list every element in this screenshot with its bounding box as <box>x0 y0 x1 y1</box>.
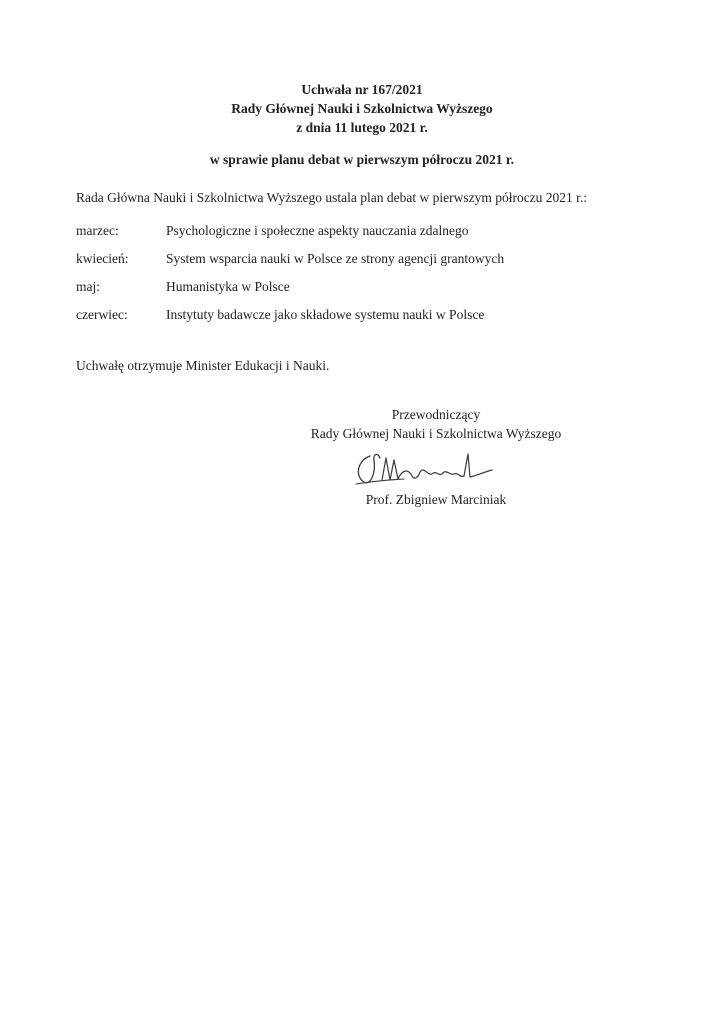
plan-topic: Instytuty badawcze jako składowe systemu nauki w Polsce <box>166 307 485 322</box>
resolution-number: Uchwała nr 167/2021 <box>301 82 423 97</box>
plan-month: maj: <box>76 279 100 294</box>
signatory-role: Przewodniczący <box>391 407 481 422</box>
resolution-issuer: Rady Głównej Nauki i Szkolnictwa Wyższego <box>231 101 493 116</box>
plan-row-march <box>76 223 469 239</box>
signatory-name: Prof. Zbigniew Marciniak <box>365 492 507 507</box>
plan-topic: Humanistyka w Polsce <box>166 279 290 294</box>
resolution-subject: w sprawie planu debat w pierwszym półroczu 2021 r. <box>209 152 515 167</box>
signatory-body: Rady Głównej Nauki i Szkolnictwa Wyższego <box>310 426 562 441</box>
plan-row-june <box>76 307 484 323</box>
signature-block <box>296 405 576 443</box>
plan-topic: System wsparcia nauki w Polsce ze strony agencji grantowych <box>166 251 505 266</box>
plan-row-april <box>76 251 504 267</box>
plan-row-may <box>76 279 290 295</box>
closing-note: Uchwałę otrzymuje Minister Edukacji i Nauki. <box>76 358 330 373</box>
resolution-date: z dnia 11 lutego 2021 r. <box>296 120 428 135</box>
plan-month: marzec: <box>76 223 119 238</box>
plan-month: czerwiec: <box>76 307 128 322</box>
plan-topic: Psychologiczne i społeczne aspekty nauczania zdalnego <box>166 223 469 238</box>
resolution-header <box>0 80 724 137</box>
handwritten-signature <box>352 446 512 488</box>
plan-month: kwiecień: <box>76 251 129 266</box>
intro-paragraph: Rada Główna Nauki i Szkolnictwa Wyższego ustala plan debat w pierwszym półroczu 2021 r.: <box>76 190 588 205</box>
